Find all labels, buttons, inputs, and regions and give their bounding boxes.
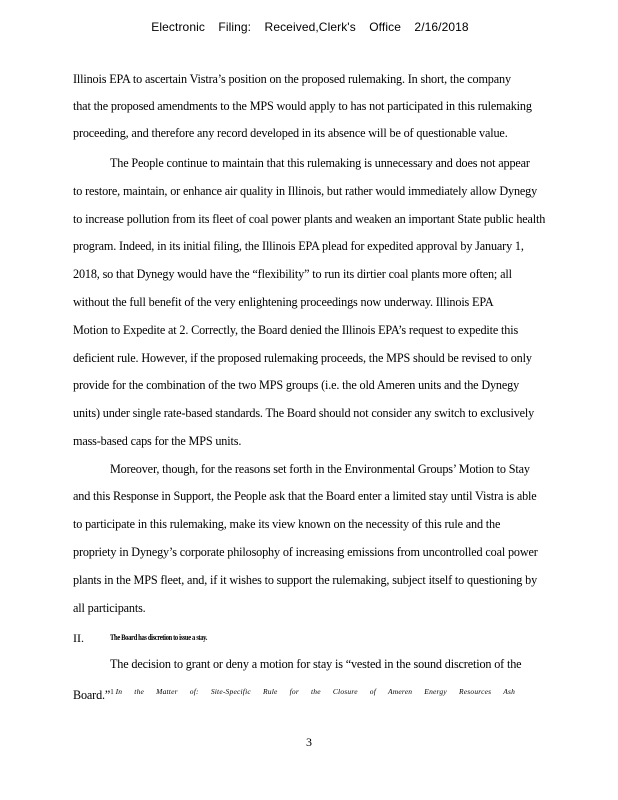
header-date: 2/16/2018 [414,20,469,34]
text-line: and this Response in Support, the People ask that the Board enter a limited stay until Vistra is able [73,489,537,503]
footnote-line [73,685,515,702]
section-number: II. [73,631,84,645]
text-line: deficient rule. However, if the proposed rulemaking proceeds, the MPS should be revised to only [73,351,532,365]
footnote-citation: In the Matter of: Site-Specific Rule for the Closure of Ameren Energy Resources Ash [115,687,516,696]
text-line: The decision to grant or deny a motion for stay is “vested in the sound discretion of the [110,657,522,671]
header-office: Office [369,20,401,34]
text-line: program. Indeed, in its initial filing, the Illinois EPA plead for expedited approval by January 1, [73,239,524,253]
text-line: provide for the combination of the two MPS groups (i.e. the old Ameren units and the Dynegy [73,378,520,392]
text-line: all participants. [73,601,146,615]
text-line: Illinois EPA to ascertain Vistra’s position on the proposed rulemaking. In short, the company [73,72,511,86]
header-filing: Filing: [218,20,252,34]
header-received: Received,Clerk's [264,20,356,34]
text-line: to participate in this rulemaking, make its view known on the necessity of this rule and the [73,517,501,531]
text-line: proceeding, and therefore any record developed in its absence will be of questionable value. [73,126,508,140]
text-line: mass-based caps for the MPS units. [73,434,242,448]
text-line: plants in the MPS fleet, and, if it wishes to support the rulemaking, subject itself to questioning by [73,573,538,587]
text-line: 2018, so that Dynegy would have the “flexibility” to run its dirtier coal plants more often; all [73,267,512,281]
text-line: that the proposed amendments to the MPS would apply to has not participated in this rulemaking [73,99,532,113]
text-line: propriety in Dynegy’s corporate philosophy of increasing emissions from uncontrolled coal power [73,545,538,559]
text-line: The People continue to maintain that this rulemaking is unnecessary and does not appear [110,156,530,170]
header-electronic: Electronic [151,20,205,34]
footnote-marker: 1 [110,688,114,696]
electronic-filing-header [0,20,618,34]
text-line: to increase pollution from its fleet of coal power plants and weaken an important State public health [73,212,546,226]
text-line: Moreover, though, for the reasons set forth in the Environmental Groups’ Motion to Stay [110,462,530,476]
text-line: units) under single rate-based standards. The Board should not consider any switch to exclusively [73,406,535,420]
text-line: Motion to Expedite at 2. Correctly, the Board denied the Illinois EPA’s request to expedite this [73,323,519,337]
page-number: 3 [306,735,312,749]
text-line: without the full benefit of the very enlightening proceedings now underway. Illinois EPA [73,295,494,309]
board-text: Board.” [73,688,111,703]
section-heading: The Board has discretion to issue a stay. [110,632,207,642]
text-line: to restore, maintain, or enhance air quality in Illinois, but rather would immediately allow Dynegy [73,184,538,198]
